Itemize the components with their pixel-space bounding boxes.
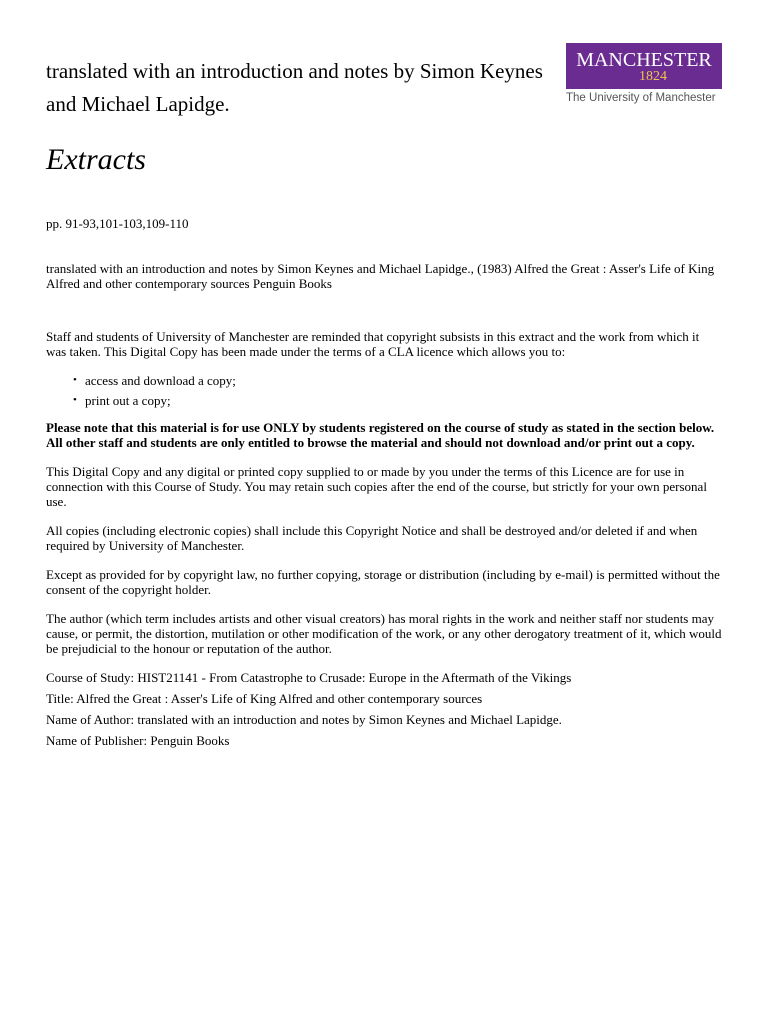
notice-paragraph: This Digital Copy and any digital or printed copy supplied to or made by you under the terms of this Licence are for use in connection with this Course of Study. You may retain such copies after the end of the course, but strictly for your own personal use. [46, 464, 707, 509]
university-logo [566, 43, 726, 113]
notice-paragraph: All copies (including electronic copies) shall include this Copyright Notice and shall be destroyed and/or deleted if and when required by University of Manchester. [46, 523, 698, 553]
notice-paragraph: The author (which term includes artists and other visual creators) has moral rights in the work and neither staff nor students may cause, or permit, the distortion, mutilation or other modification of the work, or any other derogatory treatment of it, which would be prejudicial to the honour or reputation of the author. [46, 611, 722, 656]
publisher-name: Name of Publisher: Penguin Books [46, 733, 230, 748]
notice-paragraph: Except as provided for by copyright law, no further copying, storage or distribution (including by e-mail) is permitted without the consent of the copyright holder. [46, 567, 720, 597]
permission-list [46, 373, 722, 408]
permission-item: • access and download a copy; [85, 373, 722, 388]
author-name: Name of Author: translated with an introduction and notes by Simon Keynes and Michael Lapidge. [46, 712, 562, 727]
logo-subtitle: The University of Manchester [566, 92, 716, 104]
copyright-notice [46, 329, 722, 754]
logo-wordmark: MANCHESTER [576, 49, 712, 71]
work-title: Title: Alfred the Great : Asser's Life of King Alfred and other contemporary sources [46, 691, 483, 706]
citation: translated with an introduction and notes by Simon Keynes and Michael Lapidge., (1983) Alfred the Great : Asser's Life of King Alfred and other contemporary sources Penguin Books [46, 261, 715, 291]
notice-intro: Staff and students of University of Manchester are reminded that copyright subsists in this extract and the work from which it was taken. This Digital Copy has been made under the terms of a CLA licence which allows you to: [46, 329, 700, 359]
page-range: pp. 91-93,101-103,109-110 [46, 216, 189, 231]
logo-year: 1824 [639, 69, 667, 84]
permission-item: • print out a copy; [85, 393, 722, 408]
course-of-study: Course of Study: HIST21141 - From Catastrophe to Crusade: Europe in the Aftermath of the Vikings [46, 670, 572, 685]
logo-box [566, 43, 722, 89]
notice-bold-warning: Please note that this material is for use ONLY by students registered on the course of study as stated in the section below. All other staff and students are only entitled to browse the material and should not download and/or print out a copy. [46, 420, 715, 450]
extracts-heading: Extracts [46, 143, 146, 176]
document-header-title: translated with an introduction and notes by Simon Keynes and Michael Lapidge. [46, 59, 543, 116]
